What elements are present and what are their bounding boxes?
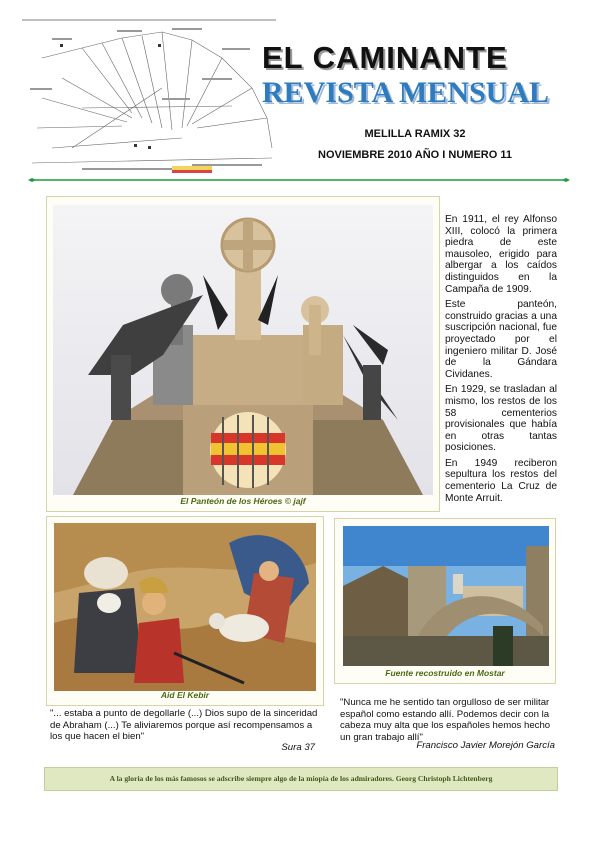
- magazine-title: EL CAMINANTE: [262, 40, 508, 75]
- mostar-photo: [343, 526, 549, 666]
- route-map-illustration: [22, 18, 278, 180]
- eid-painting: [54, 523, 316, 691]
- quote-sura-source: Sura 37: [281, 742, 315, 753]
- article-paragraph: En 1929, se trasladan al mismo, los restos de los 58 cementerios provisionales que había en otras tantas posiciones.: [445, 384, 557, 454]
- article-paragraph: En 1949 reciberon sepultura los restos del cementerio La Cruz de Monte Arruit.: [445, 457, 557, 504]
- header-divider: [28, 178, 570, 182]
- pantheon-caption: El Panteón de los Héroes © jajf: [180, 496, 306, 506]
- magazine-subtitle: REVISTA MENSUAL: [262, 76, 550, 109]
- pantheon-photo: [53, 205, 433, 495]
- article-paragraph: En 1911, el rey Alfonso XIII, colocó la primera piedra de este mausoleo, erigido para albergar a los caídos distinguidos en la Campaña de 1909.: [445, 214, 557, 295]
- mostar-photo-frame: [334, 518, 556, 684]
- eid-painting-frame: [46, 516, 324, 706]
- publication-place: MELILLA RAMIX 32: [364, 128, 466, 140]
- footer-quote-bar: [44, 767, 558, 791]
- footer-quote: A la gloria de los más famosos se adscribe siempre algo de la miopía de los admiradores. Georg Christoph Lichtenberg: [109, 774, 493, 783]
- quote-morejon: "Nunca me he sentido tan orgulloso de ser militar español como estando allí. Podemos decir con la cabeza muy alta que los españoles hemos hecho un gran trabajo allí": [340, 697, 551, 743]
- issue-line: NOVIEMBRE 2010 AÑO I NUMERO 11: [318, 149, 512, 161]
- article-text: [445, 214, 557, 508]
- quote-morejon-source: Francisco Javier Morejón García: [416, 740, 555, 751]
- pantheon-photo-frame: [46, 196, 440, 512]
- eid-caption: Aid El Kebir: [160, 690, 210, 700]
- quote-sura: "... estaba a punto de degollarle (...) Dios supo de la sinceridad de Abraham (...) Te aliviaremos porque así recompensamos a los que hacen el bien": [50, 708, 318, 742]
- article-paragraph: Este panteón, construido gracias a una suscripción nacional, fue proyectado por el ingeniero militar D. José de la Gándara Cividanes.: [445, 299, 557, 380]
- mostar-caption: Fuente recostruido en Mostar: [385, 668, 505, 678]
